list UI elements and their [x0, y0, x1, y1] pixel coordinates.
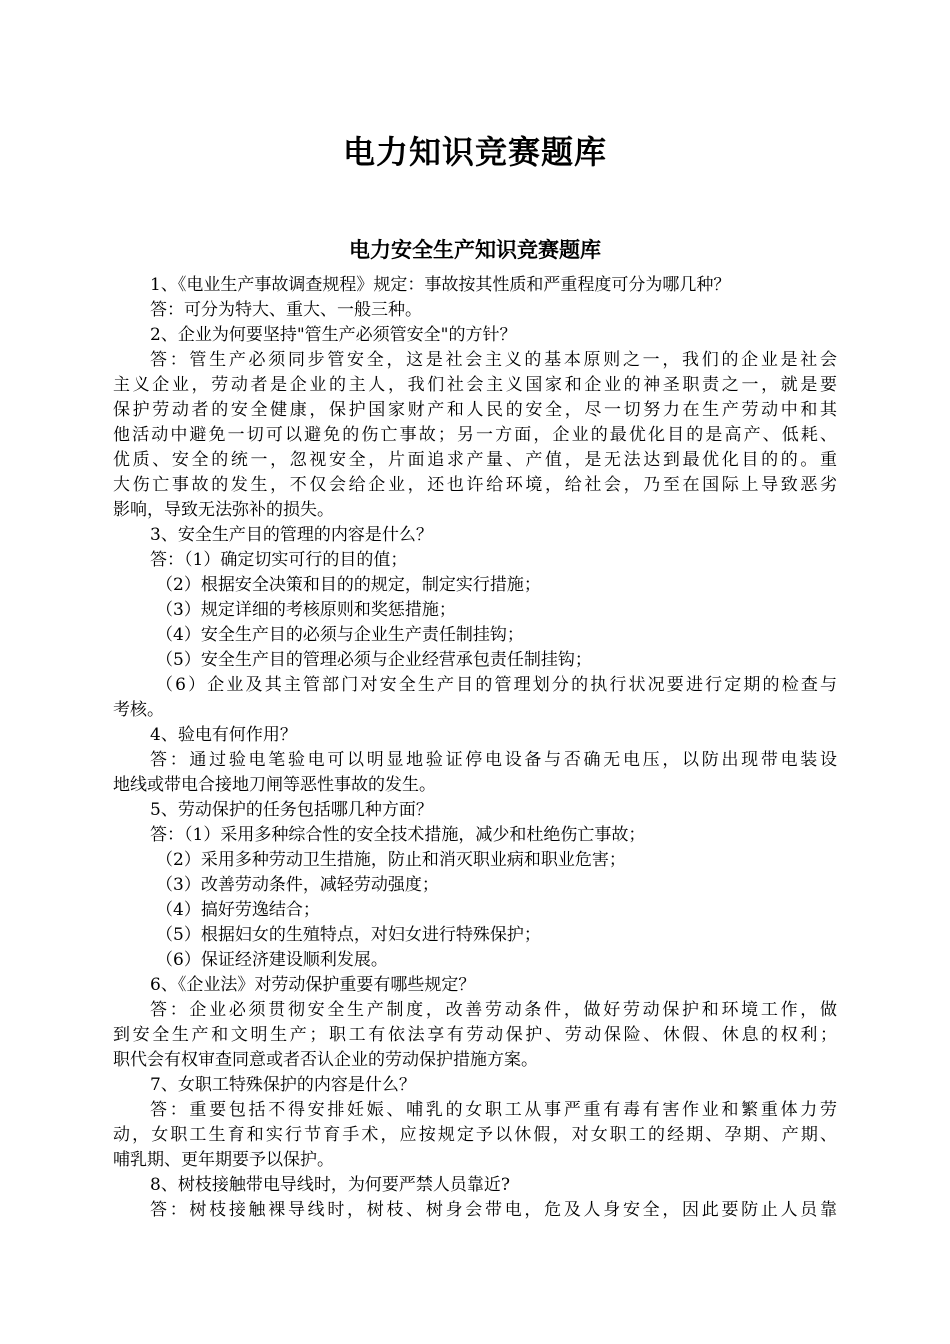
answer-6-line: 到安全生产和文明生产；职工有依法享有劳动保护、劳动保险、休假、休息的权利； [113, 1025, 837, 1045]
question-3: 3、安全生产目的管理的内容是什么？ [150, 525, 433, 545]
answer-3-line: 答：（1）确定切实可行的目的值； [150, 550, 408, 570]
question-2: 2、企业为何要坚持"管生产必须管安全"的方针？ [150, 325, 517, 345]
answer-5-line: 答：（1）采用多种综合性的安全技术措施，减少和杜绝伤亡事故； [150, 825, 646, 845]
answer-3-item: （5）安全生产目的管理必须与企业经营承包责任制挂钩； [156, 650, 592, 670]
answer-5-item: （3）改善劳动条件，减轻劳动强度； [156, 875, 439, 895]
answer-1: 答：可分为特大、重大、一般三种。 [150, 300, 422, 320]
question-7: 7、女职工特殊保护的内容是什么？ [150, 1075, 416, 1095]
answer-5-item: （5）根据妇女的生殖特点，对妇女进行特殊保护； [156, 925, 541, 945]
question-4: 4、验电有何作用？ [150, 725, 297, 745]
answer-3-item: （3）规定详细的考核原则和奖惩措施； [156, 600, 456, 620]
section-title: 电力安全生产知识竞赛题库 [349, 238, 601, 262]
answer-3-item: （6）企业及其主管部门对安全生产目的管理划分的执行状况要进行定期的检查与 [156, 675, 837, 695]
answer-2-line: 答：管生产必须同步管安全，这是社会主义的基本原则之一，我们的企业是社会 [150, 350, 837, 370]
answer-7-line: 哺乳期、更年期要予以保护。 [113, 1150, 334, 1170]
answer-4-line: 答：通过验电笔验电可以明显地验证停电设备与否确无电压，以防出现带电装设 [150, 750, 837, 770]
document-body [113, 273, 837, 1223]
answer-5-item: （4）搞好劳逸结合； [156, 900, 320, 920]
answer-5-item: （6）保证经济建设顺利发展。 [156, 950, 388, 970]
answer-7-line: 答：重要包括不得安排妊娠、哺乳的女职工从事严重有毒有害作业和繁重体力劳 [150, 1100, 837, 1120]
answer-2-line: 大伤亡事故的发生，不仅会给企业，还也许给环境，给社会，乃至在国际上导致恶劣 [113, 475, 837, 495]
answer-2-line: 影响，导致无法弥补的损失。 [113, 500, 334, 520]
answer-3-item: （4）安全生产目的必须与企业生产责任制挂钩； [156, 625, 524, 645]
answer-2-line: 优质、安全的统一，忽视安全，片面追求产量、产值，是无法达到最优化目的的。重 [113, 450, 837, 470]
question-5: 5、劳动保护的任务包括哪几种方面？ [150, 800, 433, 820]
answer-2-line: 他活动中避免一切可以避免的伤亡事故；另一方面，企业的最优化目的是高产、低耗、 [113, 425, 837, 445]
question-1: 1、《电业生产事故调查规程》规定：事故按其性质和严重程度可分为哪几种？ [150, 275, 731, 295]
answer-4-line: 地线或带电合接地刀闸等恶性事故的发生。 [113, 775, 436, 795]
answer-3-line: 考核。 [113, 700, 164, 720]
answer-5-item: （2）采用多种劳动卫生措施，防止和消灭职业病和职业危害； [156, 850, 626, 870]
answer-2-line: 主义企业，劳动者是企业的主人，我们社会主义国家和企业的神圣职责之一，就是要 [113, 375, 837, 395]
question-8: 8、树枝接触带电导线时，为何要严禁人员靠近? [150, 1175, 510, 1195]
answer-2-line: 保护劳动者的安全健康，保护国家财产和人民的安全，尽一切努力在生产劳动中和其 [113, 400, 837, 420]
answer-6-line: 职代会有权审查同意或者否认企业的劳动保护措施方案。 [113, 1050, 538, 1070]
answer-8-line: 答：树枝接触裸导线时，树枝、树身会带电，危及人身安全，因此要防止人员靠 [150, 1200, 837, 1220]
answer-6-line: 答：企业必须贯彻安全生产制度，改善劳动条件，做好劳动保护和环境工作，做 [150, 1000, 837, 1020]
question-6: 6、《企业法》对劳动保护重要有哪些规定？ [150, 975, 476, 995]
answer-3-item: （2）根据安全决策和目的的规定，制定实行措施； [156, 575, 541, 595]
answer-7-line: 动，女职工生育和实行节育手术，应按规定予以休假，对女职工的经期、孕期、产期、 [113, 1125, 837, 1145]
document-title: 电力知识竞赛题库 [342, 133, 607, 171]
